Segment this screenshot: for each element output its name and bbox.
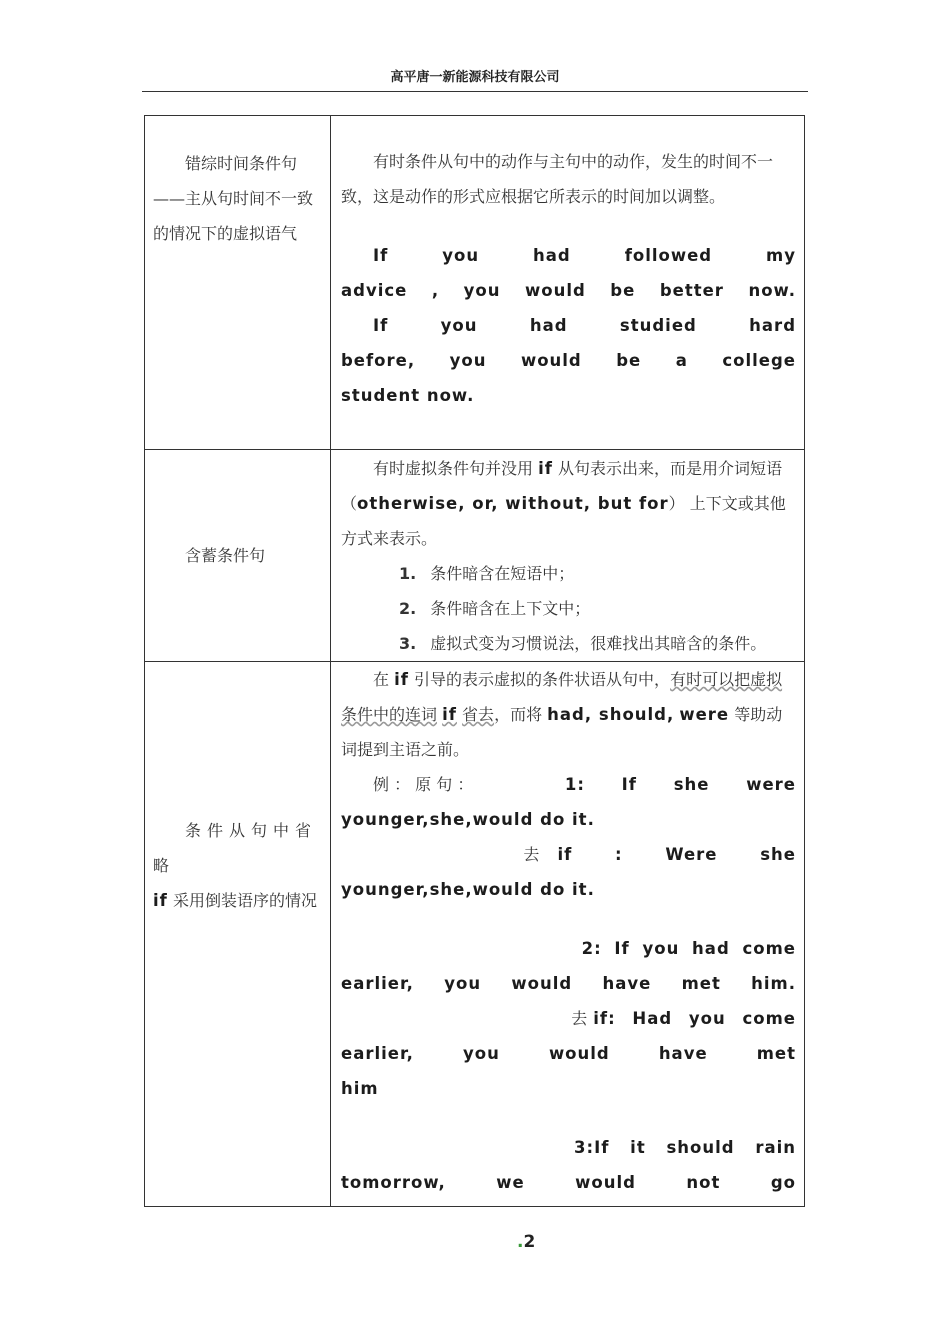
example-line: earlier, you would have met him. — [341, 974, 796, 993]
example-line: 去 if: Had you come — [571, 1009, 796, 1028]
row-title: 条件从句中省略 if 采用倒装语序的情况 — [145, 662, 331, 1206]
list-item: 1. 条件暗含在短语中； — [399, 564, 575, 583]
header-rule — [142, 91, 808, 92]
description: 有时虚拟条件句并没用 if 从句表示出来，而是用介词短语（otherwise, or, without, but for） 上下文或其他方式来表示。 — [341, 459, 786, 548]
row-content — [331, 662, 804, 1206]
list-item: 2. 条件暗含在上下文中； — [399, 599, 591, 618]
table-row — [145, 450, 804, 662]
description: 在 if 引导的表示虚拟的条件状语从句中，有时可以把虚拟条件中的连词 if 省去，而将 had, should, were 等助动词提到主语之前。 — [341, 670, 783, 759]
example-line: tomorrow, we would not go — [341, 1173, 796, 1192]
example-line: him — [341, 1079, 379, 1098]
example-line: earlier, you would have met — [341, 1044, 796, 1063]
list-item: 3. 虚拟式变为习惯说法，很难找出其暗含的条件。 — [399, 634, 767, 653]
example-line: 3:If it should rain — [574, 1138, 796, 1157]
table-row — [145, 116, 804, 450]
row-title: 错综时间条件句——主从句时间不一致的情况下的虚拟语气 — [145, 116, 331, 449]
table-row — [145, 662, 804, 1206]
example-line: younger,she,would do it. — [341, 880, 595, 899]
example-line: If you had studied hard — [373, 316, 796, 335]
row-title: 含蓄条件句 — [145, 450, 331, 661]
example-line: 例 ： 原 句 ： 1: If she were — [373, 775, 796, 794]
example-line: If you had followed my — [373, 246, 796, 265]
row-content — [331, 450, 804, 661]
example-line: younger,she,would do it. — [341, 810, 595, 829]
page-number: .2 — [517, 1232, 536, 1252]
example-line: student now. — [341, 386, 475, 405]
description: 有时条件从句中的动作与主句中的动作，发生的时间不一致，这是动作的形式应根据它所表示的时间加以调整。 — [341, 152, 774, 206]
grammar-table — [144, 115, 805, 1207]
header-company: 高平唐一新能源科技有限公司 — [390, 70, 560, 85]
example-line: before, you would be a college — [341, 351, 796, 370]
example-line: advice , you would be better now. — [341, 281, 796, 300]
example-line: 2: If you had come — [581, 939, 796, 958]
row-content — [331, 116, 804, 449]
example-line: 去 if : Were she — [523, 845, 796, 864]
